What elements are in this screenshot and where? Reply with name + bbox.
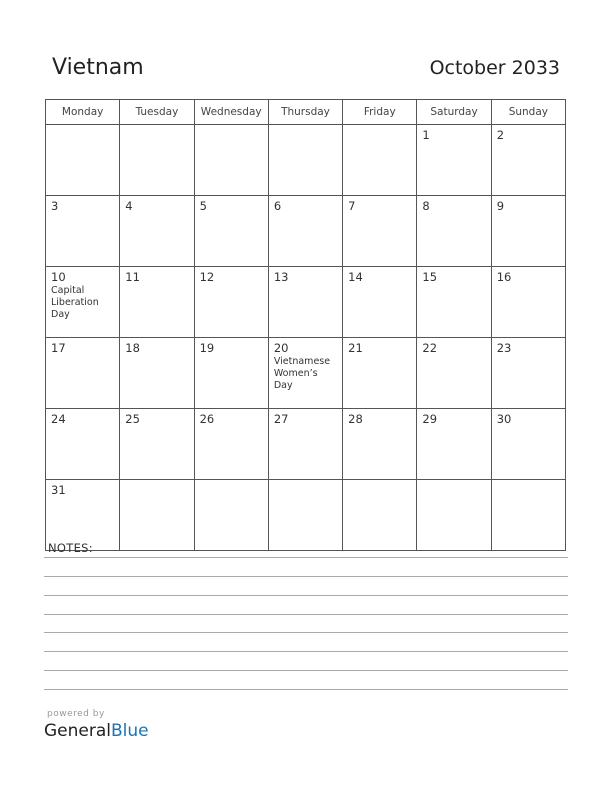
day-number: 7 — [348, 199, 356, 213]
weekday-header-row — [46, 100, 566, 125]
brand-blue: Blue — [111, 721, 149, 741]
day-number: 5 — [199, 199, 207, 213]
weekday-monday: Monday — [46, 100, 120, 125]
day-number: 13 — [273, 270, 289, 284]
day-cell — [46, 267, 120, 338]
holiday-label: Capital Liberation Day — [51, 285, 99, 320]
day-cell — [417, 196, 491, 267]
day-number: 30 — [496, 412, 512, 426]
day-cell — [46, 480, 120, 551]
note-line — [44, 614, 568, 615]
day-number: 14 — [348, 270, 363, 284]
calendar-grid — [45, 99, 566, 551]
day-cell — [417, 338, 491, 409]
day-number: 26 — [199, 412, 215, 426]
weekday-friday: Friday — [343, 100, 417, 125]
day-cell — [194, 409, 268, 480]
day-number: 2 — [496, 128, 505, 142]
day-number: 23 — [496, 341, 512, 355]
weekday-wednesday: Wednesday — [194, 100, 268, 125]
day-cell — [268, 409, 342, 480]
day-number: 18 — [125, 341, 140, 355]
day-cell — [343, 480, 417, 551]
weekday-saturday: Saturday — [417, 100, 491, 125]
day-number: 8 — [422, 199, 430, 213]
note-line — [44, 557, 568, 558]
day-cell — [268, 267, 342, 338]
country-title: Vietnam — [52, 55, 144, 80]
day-cell — [120, 267, 194, 338]
powered-by-text: powered by — [47, 709, 105, 719]
day-number: 22 — [422, 341, 438, 355]
day-cell — [46, 125, 120, 196]
note-line — [44, 651, 568, 652]
day-cell — [417, 125, 491, 196]
week-row — [46, 267, 566, 338]
day-number: 11 — [125, 270, 140, 284]
holiday-label: Vietnamese Women’s Day — [273, 356, 331, 391]
day-cell — [417, 267, 491, 338]
day-number: 10 — [51, 270, 66, 284]
day-cell — [194, 196, 268, 267]
brand-general: General — [44, 721, 111, 741]
note-line — [44, 670, 568, 671]
day-number: 15 — [422, 270, 438, 284]
week-row — [46, 125, 566, 196]
day-cell — [343, 338, 417, 409]
day-cell — [268, 125, 342, 196]
day-cell — [268, 480, 342, 551]
week-row — [46, 409, 566, 480]
day-number: 4 — [125, 199, 133, 213]
day-number: 12 — [199, 270, 215, 284]
day-cell — [46, 409, 120, 480]
generalblue-logo — [44, 721, 149, 741]
weekday-sunday: Sunday — [491, 100, 565, 125]
day-number: 16 — [496, 270, 512, 284]
day-number: 24 — [51, 412, 66, 426]
day-number: 25 — [125, 412, 140, 426]
weekday-thursday: Thursday — [268, 100, 342, 125]
day-cell — [491, 196, 565, 267]
day-cell — [194, 125, 268, 196]
day-cell — [120, 338, 194, 409]
day-cell — [343, 409, 417, 480]
day-cell — [491, 480, 565, 551]
day-cell — [46, 196, 120, 267]
day-cell — [194, 267, 268, 338]
day-number: 3 — [51, 199, 59, 213]
day-cell — [343, 196, 417, 267]
week-row — [46, 480, 566, 551]
day-number: 20 — [273, 341, 289, 355]
day-cell — [491, 125, 565, 196]
note-line — [44, 576, 568, 577]
weekday-tuesday: Tuesday — [120, 100, 194, 125]
day-number: 28 — [348, 412, 363, 426]
day-cell — [491, 409, 565, 480]
day-number: 6 — [273, 199, 282, 213]
day-number: 21 — [348, 341, 363, 355]
day-number: 17 — [51, 341, 66, 355]
day-number: 29 — [422, 412, 438, 426]
day-cell — [120, 480, 194, 551]
week-row — [46, 338, 566, 409]
day-number: 19 — [199, 341, 215, 355]
day-cell — [46, 338, 120, 409]
note-line — [44, 689, 568, 690]
day-cell — [491, 338, 565, 409]
day-cell — [120, 196, 194, 267]
day-cell — [491, 267, 565, 338]
month-year-title: October 2033 — [429, 57, 560, 79]
day-cell — [194, 338, 268, 409]
day-cell — [268, 338, 342, 409]
day-number: 27 — [273, 412, 289, 426]
day-number: 31 — [51, 483, 66, 497]
week-row — [46, 196, 566, 267]
note-line — [44, 595, 568, 596]
day-cell — [343, 125, 417, 196]
day-cell — [268, 196, 342, 267]
day-number: 9 — [496, 199, 505, 213]
day-cell — [194, 480, 268, 551]
day-cell — [417, 409, 491, 480]
notes-label: NOTES: — [48, 541, 93, 555]
day-number: 1 — [422, 128, 430, 142]
day-cell — [120, 125, 194, 196]
note-line — [44, 632, 568, 633]
day-cell — [343, 267, 417, 338]
day-cell — [120, 409, 194, 480]
day-cell — [417, 480, 491, 551]
